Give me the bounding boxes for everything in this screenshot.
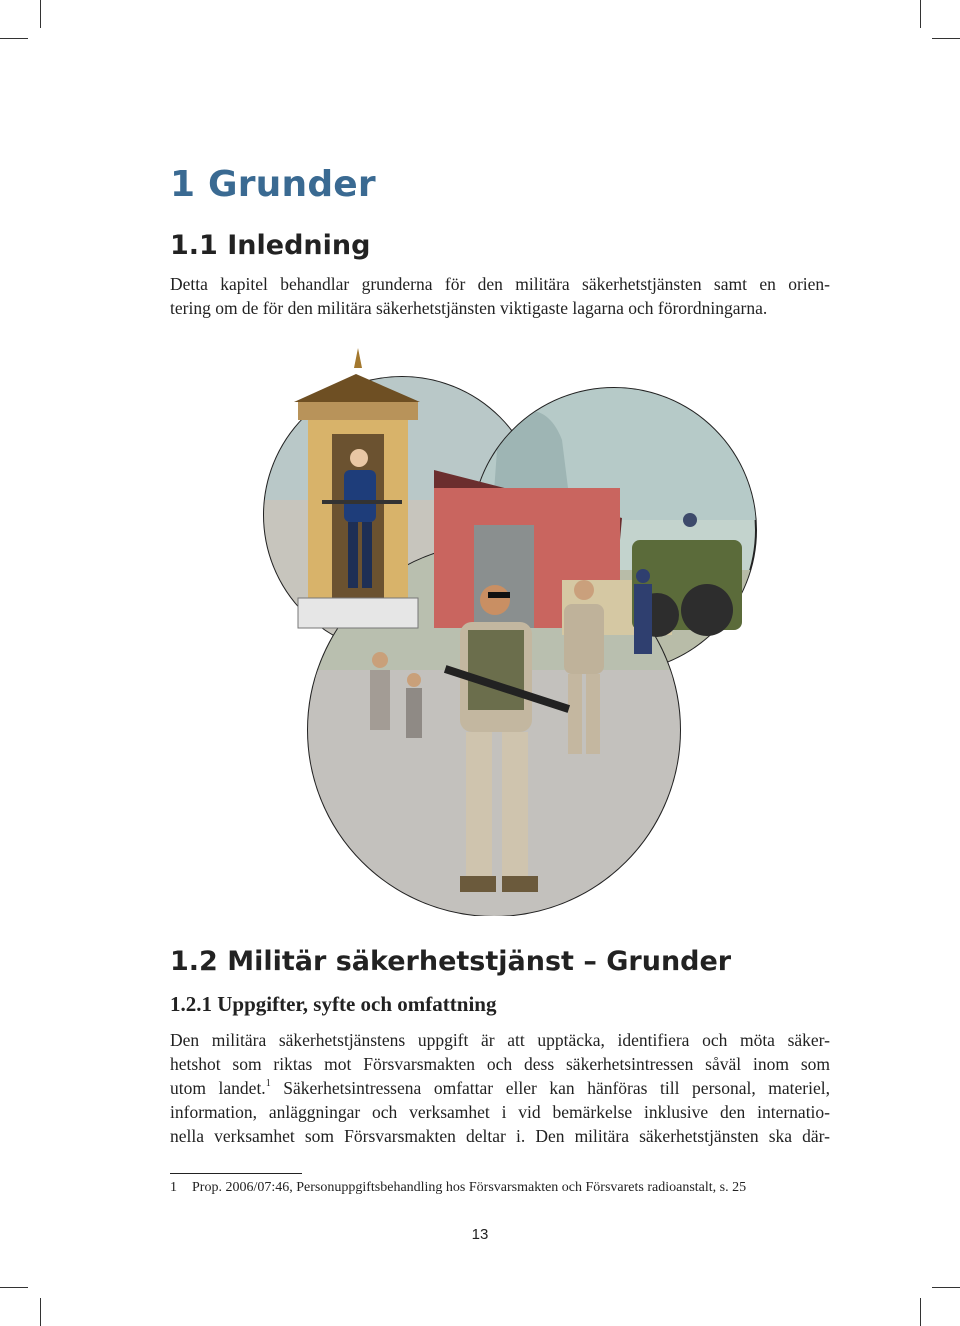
paragraph-line: hetshot som riktas mot Försvarsmakten och dess säkerhetsintressen såväl inom som bbox=[170, 1054, 830, 1074]
paragraph-line: tering om de för den militära säkerhetstjänsten viktigaste lagarna och förordningarna. bbox=[170, 298, 768, 318]
footnote bbox=[170, 1180, 830, 1196]
footnote-reference[interactable]: 1 bbox=[265, 1078, 271, 1089]
footnote-number: 1 bbox=[170, 1180, 177, 1195]
crop-mark bbox=[0, 38, 28, 39]
paragraph-line: information, anläggningar och verksamhet i vid bemärkelse inklusive den internatio- bbox=[170, 1102, 830, 1122]
subsection-title-uppgifter: 1.2.1 Uppgifter, syfte och omfattning bbox=[170, 992, 497, 1016]
crop-mark bbox=[40, 0, 41, 28]
paragraph-line: nella verksamhet som Försvarsmakten deltar i. Den militära säkerhetstjänsten ska där- bbox=[170, 1126, 830, 1146]
crop-mark bbox=[920, 1298, 921, 1326]
paragraph-line-with-footnote bbox=[170, 1076, 830, 1100]
footnote-text: Prop. 2006/07:46, Personuppgiftsbehandling hos Försvarsmakten och Försvarets radioanstalt, s. 25 bbox=[192, 1180, 747, 1195]
intro-paragraph bbox=[170, 272, 830, 320]
crop-mark bbox=[932, 38, 960, 39]
footnote-divider bbox=[170, 1173, 302, 1174]
paragraph-text: Säkerhetsintressena omfattar eller kan hänföras till personal, materiel, bbox=[283, 1078, 831, 1098]
three-circle-military-security-illustration bbox=[262, 340, 758, 916]
paragraph-line: Detta kapitel behandlar grunderna för den militära säkerhetstjänsten samt en orien- bbox=[170, 274, 830, 294]
crop-mark bbox=[40, 1298, 41, 1326]
crop-mark bbox=[920, 0, 921, 28]
crop-mark bbox=[932, 1287, 960, 1288]
page-number: 13 bbox=[471, 1226, 489, 1243]
crop-mark bbox=[0, 1287, 28, 1288]
section-title-inledning: 1.1 Inledning bbox=[170, 230, 371, 261]
paragraph-text: utom landet. bbox=[170, 1078, 266, 1098]
chapter-title: 1 Grunder bbox=[170, 164, 376, 205]
paragraph-line: Den militära säkerhetstjänstens uppgift är att upptäcka, identifiera och möta säker- bbox=[170, 1030, 830, 1050]
section-title-militar-sakerhetstjanst: 1.2 Militär säkerhetstjänst – Grunder bbox=[170, 946, 732, 977]
body-paragraph bbox=[170, 1028, 830, 1148]
